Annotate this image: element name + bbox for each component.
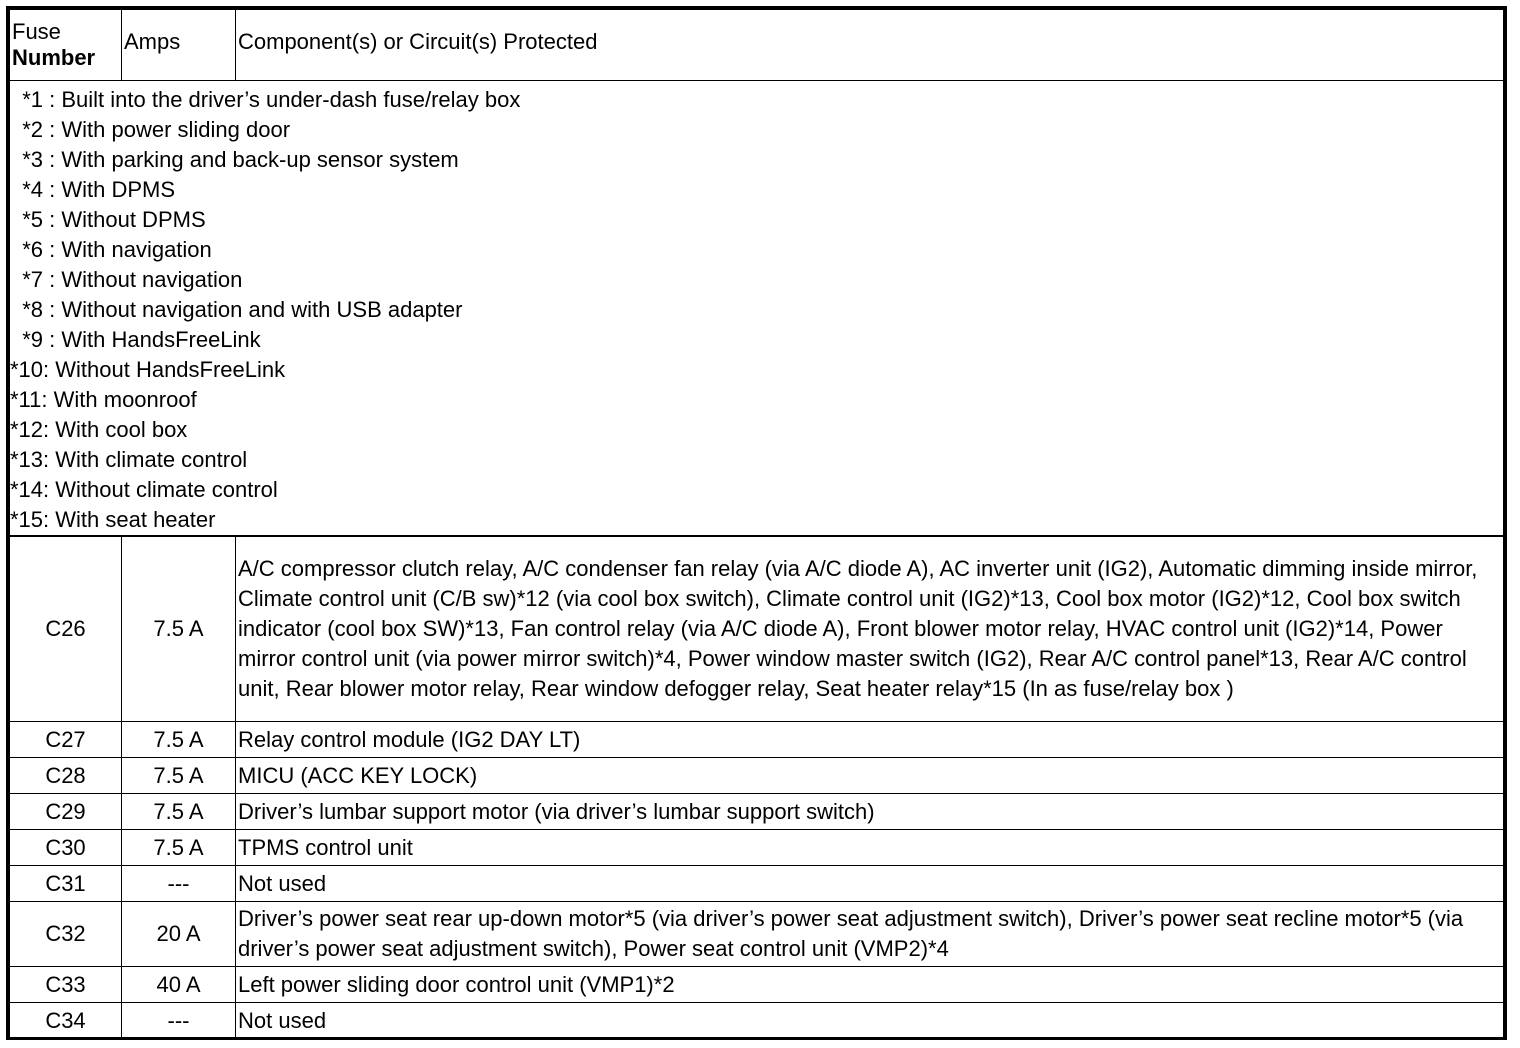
header-row (10, 10, 1504, 81)
amps-cell: --- (122, 1003, 236, 1039)
table-row (10, 1003, 1504, 1039)
fuse-number-cell: C28 (10, 758, 122, 794)
header-amps: Amps (122, 10, 236, 81)
header-component: Component(s) or Circuit(s) Protected (236, 10, 1504, 81)
notes-row (10, 81, 1504, 537)
note-item: *12: With cool box (10, 417, 188, 442)
table-row (10, 967, 1504, 1003)
amps-cell: 7.5 A (122, 794, 236, 830)
header-fuse-number (10, 10, 122, 81)
note-item: *4 : With DPMS (10, 177, 176, 202)
table-row (10, 794, 1504, 830)
note-item: *14: Without climate control (10, 477, 278, 502)
note-item: *10: Without HandsFreeLink (10, 357, 286, 382)
note-item: *1 : Built into the driver’s under-dash fuse/relay box (10, 87, 521, 112)
fuse-number-cell: C33 (10, 967, 122, 1003)
component-cell: Not used (236, 866, 1504, 902)
fuse-number-cell: C32 (10, 902, 122, 967)
note-item: *15: With seat heater (10, 507, 216, 532)
note-item: *13: With climate control (10, 447, 248, 472)
table-row (10, 830, 1504, 866)
table-row (10, 722, 1504, 758)
component-cell: Driver’s lumbar support motor (via driver’s lumbar support switch) (236, 794, 1504, 830)
note-item: *8 : Without navigation and with USB adapter (10, 297, 463, 322)
note-item: *9 : With HandsFreeLink (10, 327, 261, 352)
table-row (10, 902, 1504, 967)
fuse-number-cell: C31 (10, 866, 122, 902)
component-cell: MICU (ACC KEY LOCK) (236, 758, 1504, 794)
fuse-table (9, 9, 1504, 1039)
table-row (10, 866, 1504, 902)
fuse-table-frame (6, 6, 1507, 1040)
note-item: *5 : Without DPMS (10, 207, 206, 232)
amps-cell: 7.5 A (122, 830, 236, 866)
amps-cell: 7.5 A (122, 758, 236, 794)
component-cell: Left power sliding door control unit (VMP1)*2 (236, 967, 1504, 1003)
fuse-number-cell: C34 (10, 1003, 122, 1039)
note-item: *7 : Without navigation (10, 267, 243, 292)
fuse-number-cell: C29 (10, 794, 122, 830)
note-item: *3 : With parking and back-up sensor system (10, 147, 459, 172)
amps-cell: 7.5 A (122, 536, 236, 722)
component-cell: Not used (236, 1003, 1504, 1039)
component-cell: A/C compressor clutch relay, A/C condenser fan relay (via A/C diode A), AC inverter unit (IG2), Automatic dimming inside mirror, Climate control unit (C/B sw)*12 (via cool box switch), Climate control unit (IG2)*13, Cool box motor (IG2)*12, Cool box switch indicator (cool box SW)*13, Fan control relay (via A/C diode A), Front blower motor relay, HVAC control unit (IG2)*14, Power mirror control unit (via power mirror switch)*4, Power window master switch (IG2), Rear A/C control panel*13, Rear A/C control unit, Rear blower motor relay, Rear window defogger relay, Seat heater relay*15 (In as fuse/relay box ) (236, 536, 1504, 722)
amps-cell: 20 A (122, 902, 236, 967)
notes-cell (10, 81, 1504, 537)
header-fuse-line1: Fuse (12, 19, 61, 44)
header-fuse-line2: Number (12, 45, 96, 70)
fuse-number-cell: C30 (10, 830, 122, 866)
component-cell: Driver’s power seat rear up-down motor*5 (via driver’s power seat adjustment switch), Driver’s power seat recline motor*5 (via driver’s power seat adjustment switch), Power seat control unit (VMP2)*4 (236, 902, 1504, 967)
note-item: *2 : With power sliding door (10, 117, 291, 142)
component-cell: Relay control module (IG2 DAY LT) (236, 722, 1504, 758)
amps-cell: --- (122, 866, 236, 902)
note-item: *11: With moonroof (10, 387, 197, 412)
note-item: *6 : With navigation (10, 237, 212, 262)
amps-cell: 40 A (122, 967, 236, 1003)
fuse-number-cell: C27 (10, 722, 122, 758)
table-row (10, 536, 1504, 722)
table-row (10, 758, 1504, 794)
component-cell: TPMS control unit (236, 830, 1504, 866)
fuse-number-cell: C26 (10, 536, 122, 722)
amps-cell: 7.5 A (122, 722, 236, 758)
